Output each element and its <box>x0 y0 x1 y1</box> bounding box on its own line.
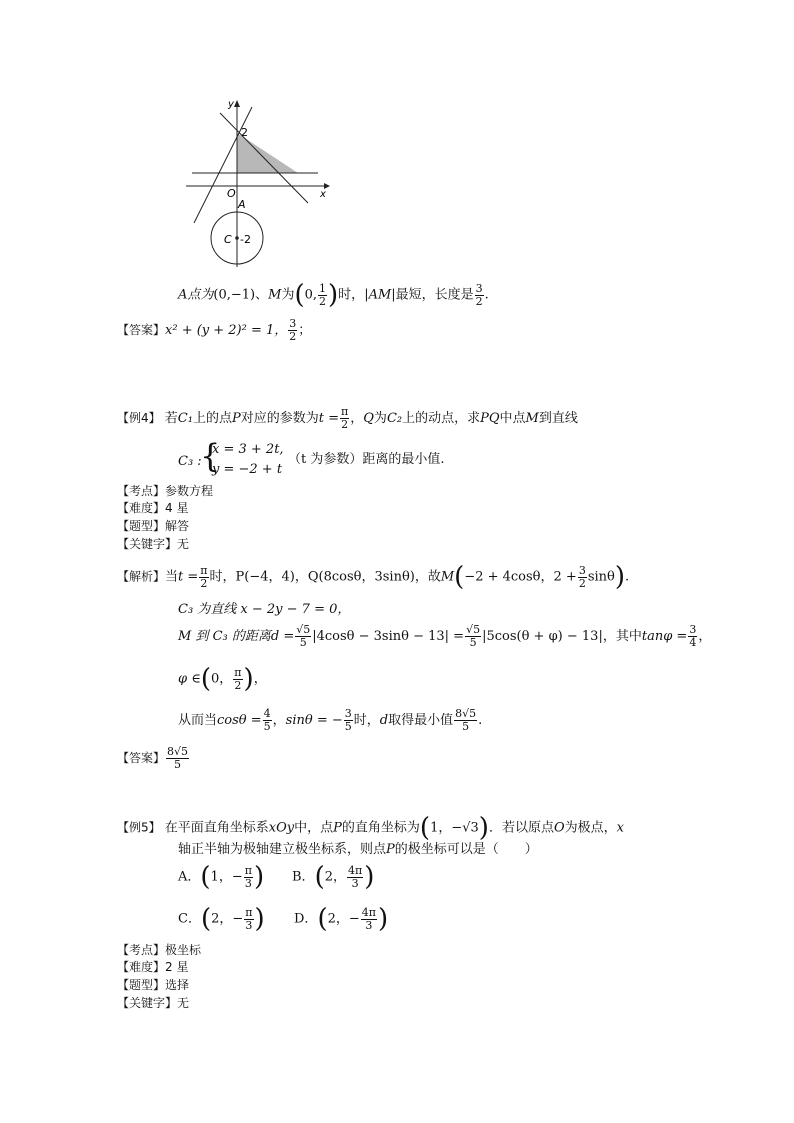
ex5-xoy: xOy <box>268 820 295 836</box>
intro-a: A点为 <box>178 287 214 303</box>
option-c-label: C． <box>178 911 201 927</box>
ex4-q: Q <box>363 411 374 426</box>
option-a-frac: $\frac{\pi}{3}$ <box>244 863 252 890</box>
sol4-comma3: ， <box>272 713 286 728</box>
ex4-p: P <box>231 411 241 426</box>
paren-open: ( <box>200 904 212 934</box>
shaded-region <box>237 133 298 173</box>
sol4-frac-pi2-b: $\frac{\pi}{2}$ <box>234 665 242 692</box>
paren-open: ( <box>314 862 325 892</box>
sol4-sin-eq: sinθ = − <box>285 713 343 728</box>
origin-label: O <box>227 187 236 200</box>
ex5-option-a[interactable] <box>178 864 264 890</box>
ex5-option-c[interactable] <box>178 906 265 932</box>
ex4-frac-pi2: $\frac{\pi}{2}$ <box>341 405 349 431</box>
ex4-text-o: 到直线 <box>538 411 578 426</box>
option-d-frac: $\frac{4\pi}{3}$ <box>361 905 376 932</box>
sol4-frac-sqrt5: $\frac{√5}{5}$ <box>296 623 311 649</box>
ex5-text-i: 为极点， <box>564 820 617 836</box>
sol4-line4 <box>178 666 267 692</box>
coordinate-figure <box>180 95 340 275</box>
sol4-line1 <box>117 564 629 590</box>
ex4-guanjian: 【关键字】无 <box>117 537 190 551</box>
intro-wei: 为 <box>281 287 295 303</box>
ex5-option-b[interactable] <box>292 864 374 890</box>
sol4-thus: 从而当 <box>178 713 218 728</box>
ex4-text-a: 若 <box>164 411 178 426</box>
option-b-value: 2， <box>324 869 346 885</box>
ans4-fraction: $\frac{8√5}{5}$ <box>167 745 189 771</box>
ex5-kaodian: 【考点】极坐标 <box>117 943 202 957</box>
ex4-c1: C₁ <box>177 411 193 426</box>
ex4-system-brace: { <box>200 437 221 475</box>
option-d-label: D． <box>294 911 318 927</box>
ex4-text-i: 为 <box>373 411 387 426</box>
ex5-text-g: ．若以原点 <box>488 820 554 836</box>
paren-open: ( <box>294 280 305 310</box>
sol4-when: 当 <box>165 569 179 585</box>
sol4-tag: 【解析】 <box>117 569 166 584</box>
ex5-text-2a: 轴正半轴为极轴建立极坐标系，则点 <box>178 842 387 857</box>
ex4-text-e: 对应的参数为 <box>240 411 319 426</box>
fraction-half: $\frac{1}{2}$ <box>319 281 327 308</box>
sol4-d: d <box>379 713 389 728</box>
intro-coord: (0,−1) <box>213 287 256 303</box>
sol4-comma2: ， <box>253 671 267 687</box>
sol4-t: t = <box>178 569 199 585</box>
paren-open: ( <box>200 664 212 694</box>
label-neg-two: -2 <box>240 233 251 246</box>
answer-fraction: $\frac{3}{2}$ <box>289 317 297 343</box>
option-c-frac: $\frac{\pi}{3}$ <box>245 905 253 932</box>
ex4-nandu: 【难度】4 星 <box>117 501 189 515</box>
ex5-nandu: 【难度】2 星 <box>117 960 189 974</box>
sol4-m: M <box>440 569 455 585</box>
ex4-tag: 【例4】 <box>117 411 161 425</box>
intro-sep: 、 <box>255 287 269 303</box>
option-a-label: A． <box>178 869 201 885</box>
paren-close: ) <box>378 904 389 934</box>
sol4-tan: tanφ = <box>641 629 688 644</box>
sol4-line3 <box>178 624 711 649</box>
paren-open: ( <box>200 862 211 892</box>
sol4-p: P(−4，4)， <box>235 569 308 585</box>
ex5-coord: 1，−√3 <box>430 820 479 836</box>
ex4-system-eq2: y = −2 + t <box>212 462 283 477</box>
sol4-abs1: |4cosθ − 3sinθ − 13| = <box>312 629 465 644</box>
sol4-cos: cosθ = <box>217 713 262 728</box>
intro-m: M <box>268 287 282 303</box>
paren-open: ( <box>317 904 328 934</box>
sol4-shi2: 时， <box>353 713 380 728</box>
sol4-frac-45: $\frac{4}{5}$ <box>263 707 271 733</box>
intro-shi: 时， <box>338 287 365 303</box>
ex5-text-c: 中，点 <box>294 820 334 836</box>
point-c-label: C <box>224 233 232 246</box>
paren-close: ) <box>364 862 375 892</box>
paren-open: ( <box>454 562 465 592</box>
ex4-text-c: 上的点 <box>192 411 232 426</box>
paren-close: ) <box>478 813 489 843</box>
ex4-text-m: 中点 <box>499 411 526 426</box>
ex5-text-e: 的直角坐标为 <box>341 820 420 836</box>
paren-close: ) <box>614 562 625 592</box>
answer-end: ； <box>298 323 312 338</box>
ex5-p: P <box>333 820 342 836</box>
label-two: 2 <box>241 126 248 139</box>
intro-pt0: 0, <box>304 287 318 303</box>
ex5-p2: P <box>386 842 395 857</box>
ex5-o: O <box>553 820 565 836</box>
answer-ex4 <box>117 746 190 771</box>
option-c-value: 2，− <box>211 911 244 927</box>
answer-eq: x² + (y + 2)² = 1， <box>165 323 288 338</box>
intro-period: . <box>484 287 489 303</box>
ex4-pq: PQ <box>480 411 500 426</box>
paren-open: ( <box>419 813 431 843</box>
sol4-line5 <box>178 708 482 733</box>
ans4-tag: 【答案】 <box>117 751 166 765</box>
ex4-comma: ， <box>350 411 364 426</box>
paren-close: ) <box>243 664 254 694</box>
point-a-label: A <box>238 198 246 211</box>
sol4-frac-35: $\frac{3}{5}$ <box>344 707 352 733</box>
sol4-zero: 0， <box>211 671 233 687</box>
intro-am: |AM| <box>364 287 396 303</box>
option-b-label: B． <box>292 869 315 885</box>
sol4-q: Q(8cosθ，3sinθ)，故 <box>307 569 441 585</box>
sol4-comma: ， <box>698 629 712 644</box>
sol4-abs2: |5cos(θ + φ) − 13|，其中 <box>482 629 642 644</box>
ex5-option-d[interactable] <box>294 906 388 932</box>
option-b-frac: $\frac{4\pi}{3}$ <box>348 863 363 890</box>
paren-close: ) <box>328 280 339 310</box>
ex4-question-line1 <box>117 406 578 431</box>
ex4-m: M <box>525 411 539 426</box>
fraction-three-halves: $\frac{3}{2}$ <box>475 281 483 308</box>
option-d-value: 2，− <box>327 911 360 927</box>
ex4-text-k: 上的动点，求 <box>402 411 481 426</box>
axis-y-label: y <box>228 99 234 110</box>
sol4-m-coord: −2 + 4cosθ，2 + <box>464 569 577 585</box>
option-a-value: 1，− <box>210 869 243 885</box>
sol4-frac-pi2: $\frac{\pi}{2}$ <box>200 563 208 590</box>
sol4-frac-32: $\frac{3}{2}$ <box>578 563 586 590</box>
sol4-frac-34: $\frac{3}{4}$ <box>689 623 697 649</box>
ex4-t-eq: t = <box>318 411 339 426</box>
ex4-c2: C₂ <box>386 411 403 426</box>
center-dot <box>235 236 239 240</box>
sol4-min: 取得最小值 <box>388 713 454 728</box>
ex4-tixing: 【题型】解答 <box>117 519 190 533</box>
ex5-tag: 【例5】 <box>117 820 161 835</box>
y-axis-arrow <box>234 100 240 107</box>
paren-close: ) <box>254 904 265 934</box>
ex4-system-eq1: x = 3 + 2t, <box>212 442 284 457</box>
sol4-period2: . <box>478 713 483 728</box>
answer-ex3 <box>117 318 311 343</box>
answer-tag: 【答案】 <box>117 323 166 337</box>
ex5-text-2c: 的极坐标可以是（ ） <box>394 842 538 857</box>
sol4-shi: 时， <box>209 569 236 585</box>
ex5-question-line1 <box>117 815 624 841</box>
sol4-frac-sqrt5-b: $\frac{√5}{5}$ <box>466 623 481 649</box>
sol4-line2: C₃ 为直线 x − 2y − 7 = 0， <box>178 602 351 617</box>
sol4-period: . <box>625 569 630 585</box>
ex4-question-line2: （t 为参数）距离的最小值. <box>288 452 445 467</box>
sol4-phi: φ ∈ <box>178 671 201 687</box>
intro-shortest: 最短，长度是 <box>395 287 474 303</box>
paren-close: ) <box>253 862 265 892</box>
sol4-sin: sinθ <box>587 569 615 585</box>
sol4-d-eq: d = <box>270 629 295 644</box>
ex5-question-line2 <box>178 841 538 858</box>
axis-x-label: x <box>320 189 326 200</box>
sol4-dist: M 到 C₃ 的距离 <box>178 629 271 644</box>
ex5-tixing: 【题型】选择 <box>117 978 190 992</box>
ex5-guanjian: 【关键字】无 <box>117 996 190 1010</box>
ex4-kaodian: 【考点】参数方程 <box>117 484 214 498</box>
ex5-x: x <box>616 820 624 836</box>
sol4-frac-8sqrt5: $\frac{8√5}{5}$ <box>455 707 477 733</box>
intro-line <box>178 282 489 308</box>
ex4-c3-label: C₃ : <box>178 454 202 469</box>
ex5-text-a: 在平面直角坐标系 <box>164 820 269 836</box>
